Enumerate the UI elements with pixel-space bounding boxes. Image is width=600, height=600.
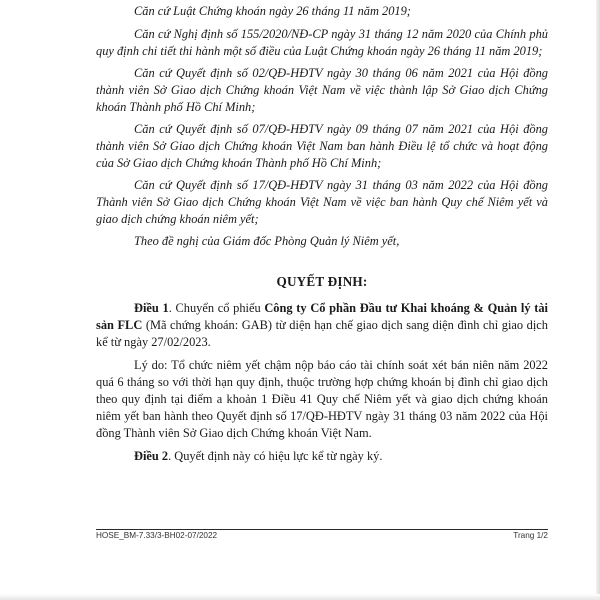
article-1-text-after: (Mã chứng khoán: GAB) từ diện hạn chế giao dịch sang diện đình chỉ giao dịch kể từ ngày 27/02/2023.: [96, 318, 548, 349]
company-name: Công ty Cổ phần Đầu tư Khai khoáng & Quản lý tài sản FLC: [96, 301, 548, 332]
article-2: [96, 448, 548, 465]
form-code: HOSE_BM-7.33/3-BH02-07/2022: [96, 531, 218, 540]
basis-paragraph: Căn cứ Quyết định số 17/QĐ-HĐTV ngày 31 tháng 03 năm 2022 của Hội đồng Thành viên Sở Giao dịch Chứng khoán Việt Nam về việc ban hành Quy chế Niêm yết và giao dịch chứng khoán niêm yết;: [96, 178, 548, 226]
decision-articles: [96, 300, 548, 465]
footer-divider: [96, 529, 548, 530]
scan-bottom-shadow: [0, 594, 600, 600]
article-1-text-before: . Chuyển cổ phiếu: [168, 301, 265, 315]
article-2-text: . Quyết định này có hiệu lực kể từ ngày ký.: [168, 449, 383, 463]
page-number: Trang 1/2: [513, 531, 548, 540]
basis-paragraph: Căn cứ Luật Chứng khoán ngày 26 tháng 11 năm 2019;: [134, 4, 411, 18]
scan-edge-shadow: [596, 0, 600, 600]
legal-basis-section: [96, 3, 548, 250]
document-body: [96, 3, 548, 471]
reason-paragraph: Lý do: Tổ chức niêm yết chậm nộp báo cáo tài chính soát xét bán niên năm 2022 quá 6 tháng so với thời hạn quy định, thuộc trường hợp chứng khoán bị đình chỉ giao dịch theo quy định tại điểm a khoản 1 Điều 41 Quy chế Niêm yết và giao dịch chứng khoán niêm yết ban hành theo Quyết định số 17/QĐ-HĐTV ngày 31 tháng 03 năm 2022 của Hội đồng Thành viên Sở Giao dịch Chứng khoán Việt Nam.: [96, 358, 548, 440]
article-2-label: Điều 2: [134, 449, 169, 463]
basis-paragraph: Theo đề nghị của Giám đốc Phòng Quản lý Niêm yết,: [134, 234, 400, 248]
article-1-label: Điều 1: [134, 301, 169, 315]
article-1: [96, 300, 548, 351]
basis-paragraph: Căn cứ Quyết định số 02/QĐ-HĐTV ngày 30 tháng 06 năm 2021 của Hội đồng thành viên Sở Giao dịch Chứng khoán Việt Nam về việc thành lập Sở Giao dịch Chứng khoán Thành phố Hồ Chí Minh;: [96, 66, 548, 114]
basis-paragraph: Căn cứ Quyết định số 07/QĐ-HĐTV ngày 09 tháng 07 năm 2021 của Hội đồng thành viên Sở Giao dịch Chứng khoán Việt Nam ban hành Điều lệ tổ chức và hoạt động của Sở Giao dịch Chứng khoán Thành phố Hồ Chí Minh;: [96, 122, 548, 170]
decision-heading: QUYẾT ĐỊNH:: [276, 274, 368, 289]
basis-paragraph: Căn cứ Nghị định số 155/2020/NĐ-CP ngày 31 tháng 12 năm 2020 của Chính phủ quy định chi tiết thi hành một số điều của Luật Chứng khoán ngày 26 tháng 11 năm 2019;: [96, 27, 548, 58]
